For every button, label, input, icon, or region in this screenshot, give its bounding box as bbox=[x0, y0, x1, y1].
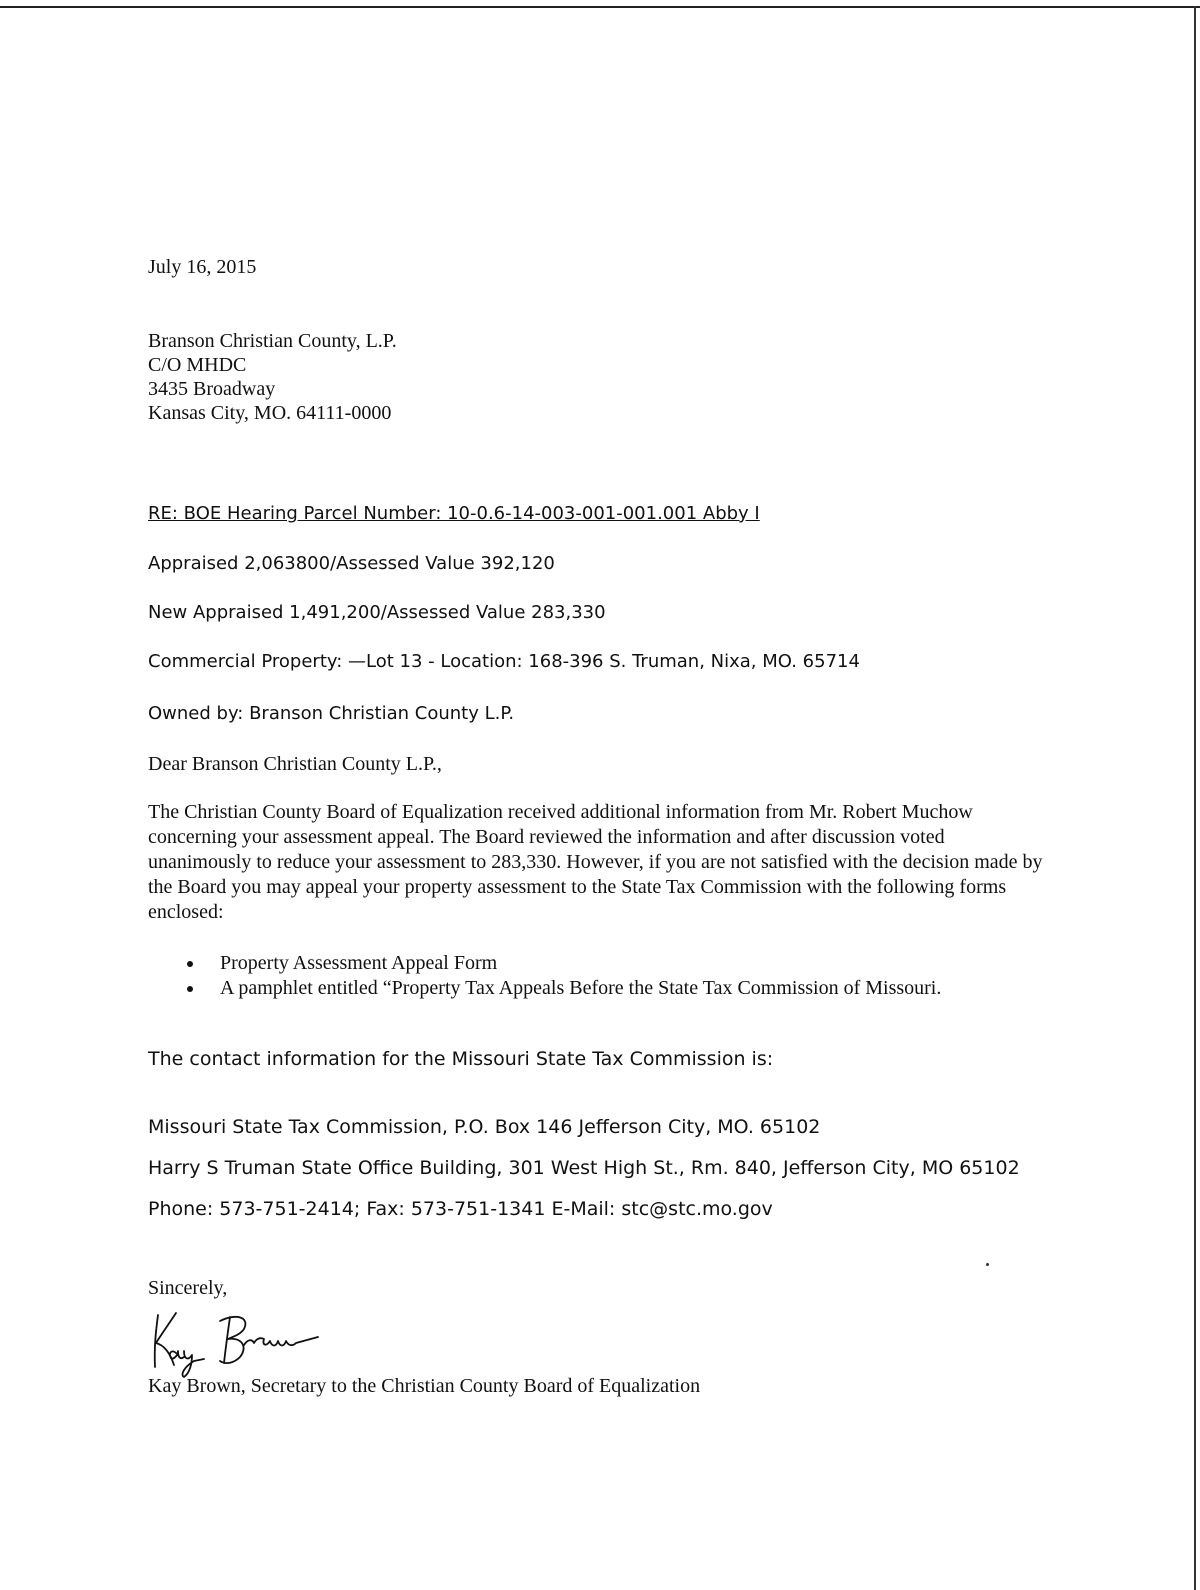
signer-name-title: Kay Brown, Secretary to the Christian County Board of Equalization bbox=[148, 1375, 701, 1397]
closing: Sincerely, bbox=[148, 1277, 228, 1299]
scan-right-border bbox=[1194, 6, 1196, 1590]
contact-phone-email: Phone: 573-751-2414; Fax: 573-751-1341 E-Mail: stc@stc.mo.gov bbox=[148, 1198, 773, 1220]
contact-mailing-address: Missouri State Tax Commission, P.O. Box 146 Jefferson City, MO. 65102 bbox=[148, 1116, 821, 1138]
contact-intro: The contact information for the Missouri State Tax Commission is: bbox=[148, 1048, 774, 1070]
salutation: Dear Branson Christian County L.P., bbox=[148, 753, 442, 775]
appraised-line: Appraised 2,063800/Assessed Value 392,120 bbox=[148, 553, 555, 574]
commercial-property-line: Commercial Property: —Lot 13 - Location: 168-396 S. Truman, Nixa, MO. 65714 bbox=[148, 651, 860, 672]
contact-office-address: Harry S Truman State Office Building, 301 West High St., Rm. 840, Jefferson City, MO 65102 bbox=[148, 1157, 1020, 1179]
letter-date: July 16, 2015 bbox=[148, 256, 257, 278]
recipient-address bbox=[148, 329, 397, 425]
enclosures-list bbox=[148, 951, 941, 1001]
enclosure-item: A pamphlet entitled “Property Tax Appeals Before the State Tax Commission of Missouri. bbox=[148, 976, 941, 1001]
signature-image bbox=[146, 1305, 326, 1380]
recipient-street: 3435 Broadway bbox=[148, 378, 276, 400]
owned-by-line: Owned by: Branson Christian County L.P. bbox=[148, 703, 515, 724]
stray-mark bbox=[986, 1263, 989, 1266]
body-paragraph: The Christian County Board of Equalization received additional information from Mr. Robert Muchow concerning your assessment appeal. The Board reviewed the information and after discussion voted unanimously to reduce your assessment to 283,330. However, if you are not satisfied with the decision made by the Board you may appeal your property assessment to the State Tax Commission with the following forms enclosed: bbox=[148, 801, 1043, 923]
recipient-name: Branson Christian County, L.P. bbox=[148, 330, 397, 352]
re-line: RE: BOE Hearing Parcel Number: 10-0.6-14-003-001-001.001 Abby I bbox=[148, 503, 760, 524]
enclosure-item: Property Assessment Appeal Form bbox=[148, 951, 941, 976]
new-appraised-line: New Appraised 1,491,200/Assessed Value 283,330 bbox=[148, 602, 606, 623]
recipient-city: Kansas City, MO. 64111-0000 bbox=[148, 402, 392, 424]
recipient-care-of: C/O MHDC bbox=[148, 354, 247, 376]
scan-top-border bbox=[0, 6, 1200, 8]
